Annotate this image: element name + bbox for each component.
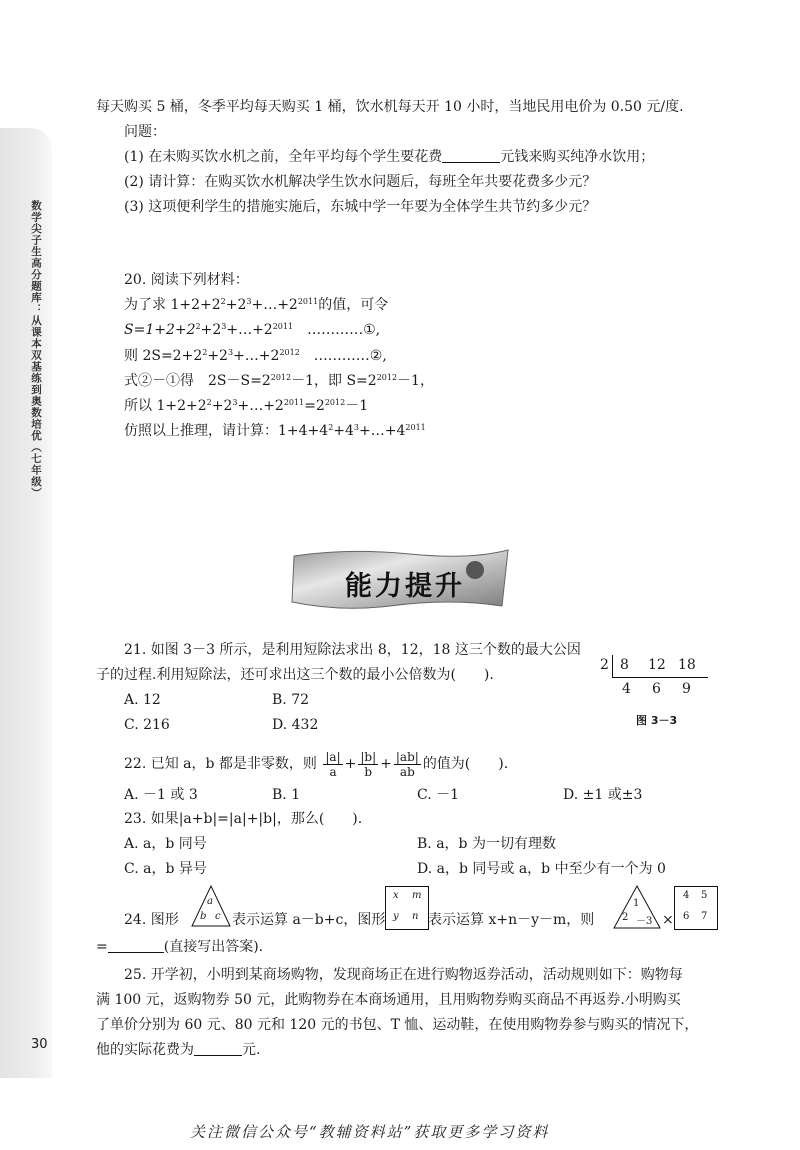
box-bottom-left: 6 [683, 911, 690, 922]
q19-part1-a: (1) 在未购买饮水机之前，全年平均每个学生要花费 [124, 149, 443, 165]
q20-title: 20. 阅读下列材料： [124, 272, 249, 288]
fraction-ab [394, 750, 421, 779]
denominator: ab [399, 764, 415, 779]
text: +…+2 [251, 297, 298, 313]
text: 的值，可令 [318, 297, 389, 313]
triangle-right: c [215, 911, 221, 922]
q24-mid2: 表示运算 x+n－y－m，则 [428, 912, 595, 928]
text: 所以 1+2+2 [124, 398, 207, 414]
q20-line4 [124, 371, 434, 391]
q21-option-c: C. 216 [124, 717, 170, 733]
q25-line2: 满 100 元，返购物券 50 元，此购物券在本商场通用，且用购物券购买商品不再返券.小明购买 [96, 992, 681, 1008]
exponent: 2 [328, 423, 334, 432]
text: S=1+2+2 [124, 322, 196, 338]
q20-line6 [124, 421, 426, 441]
triangle-figure [190, 884, 232, 928]
quotient-3: 9 [682, 681, 691, 697]
text: 为了求 1+2+2 [124, 297, 221, 313]
plus: + [344, 756, 357, 772]
text: +…+2 [233, 348, 280, 364]
box-top-right: m [412, 890, 422, 901]
q22-stem [124, 746, 508, 782]
text: 则 2S=2+2 [124, 348, 203, 364]
times-sign: × [662, 912, 674, 928]
q20-line3 [124, 346, 387, 366]
dividend-1: 8 [620, 657, 629, 673]
triangle-left: 2 [622, 912, 629, 923]
numerator: |ab| [395, 749, 419, 764]
text: +2 [211, 398, 233, 414]
q25-line4 [96, 1040, 260, 1060]
text: －1，即 S=2 [291, 373, 377, 389]
exponent: 2011 [405, 423, 426, 432]
q22-option-a: A. －1 或 3 [124, 787, 198, 803]
q22-option-c: C. －1 [417, 787, 460, 803]
q21-option-b: B. 72 [272, 692, 310, 708]
q20-line2 [124, 320, 380, 340]
exponent: 2011 [283, 398, 305, 407]
q23-option-c: C. a，b 异号 [124, 861, 207, 877]
exponent: 2011 [272, 322, 294, 331]
fraction-b [358, 750, 378, 779]
q21-line1: 21. 如图 3－3 所示，是利用短除法求出 8，12，18 这三个数的最大公因 [124, 642, 581, 658]
q21-option-d: D. 432 [272, 717, 319, 733]
text: －1 [345, 398, 369, 414]
exponent: 3 [227, 348, 234, 357]
text: (直接写出答案). [163, 939, 264, 955]
q24-line2 [96, 937, 263, 957]
dividend-2: 12 [648, 657, 666, 673]
exponent: 2012 [376, 373, 398, 382]
box-figure [385, 886, 429, 930]
q19-part3: (3) 这项便利学生的措施实施后，东城中学一年要为全体学生共节约多少元？ [124, 199, 597, 215]
exponent: 2 [206, 398, 212, 407]
q19-part1 [124, 147, 654, 167]
text: +…+2 [226, 322, 273, 338]
text: +…+2 [237, 398, 284, 414]
text: 的值为( ). [422, 756, 509, 772]
numerator: |b| [360, 749, 377, 764]
divisor: 2 [600, 657, 609, 673]
text: 22. 已知 a，b 都是非零数，则 [124, 756, 317, 772]
text: 他的实际花费为 [96, 1042, 194, 1058]
text: +…+4 [359, 423, 406, 439]
exponent: 3 [246, 297, 252, 306]
text: 式②－①得 2S－S=2 [124, 373, 271, 389]
quotient-1: 4 [622, 681, 631, 697]
box-bottom-right: n [412, 911, 419, 922]
text: 仿照以上推理，请计算：1+4+4 [124, 423, 329, 439]
box-bottom-left: y [393, 911, 399, 922]
division-bar [612, 655, 613, 677]
denominator: b [364, 764, 373, 779]
q24-pre: 24. 图形 [124, 912, 179, 928]
page-number: 30 [31, 1037, 48, 1052]
exponent: 2012 [279, 348, 300, 357]
q19-label: 问题： [124, 124, 166, 140]
box-figure-2 [674, 886, 718, 930]
dividend-3: 18 [678, 657, 696, 673]
division-underline [612, 677, 708, 678]
footer-note: 关注微信公众号“教辅资料站”获取更多学习资料 [190, 1123, 550, 1141]
exponent: 2 [220, 297, 226, 306]
q19-part2: (2) 请计算：在购买饮水机解决学生饮水问题后，每班全年共要花费多少元？ [124, 174, 597, 190]
side-tab [0, 128, 52, 1078]
q19-part1-b: 元钱来购买纯净水饮用； [500, 149, 655, 165]
text: +2 [225, 297, 247, 313]
exponent: 3 [232, 398, 238, 407]
triangle-figure-2 [612, 884, 662, 930]
ball-icon [466, 561, 484, 579]
q23-option-a: A. a，b 同号 [124, 836, 207, 852]
text: +4 [333, 423, 354, 439]
text: +2 [207, 348, 228, 364]
q25-line1: 25. 开学初，小明到某商场购物，发现商场正在进行购物返券活动，活动规则如下：购物每 [124, 967, 683, 983]
text: －1， [397, 373, 434, 389]
text: …………②, [313, 348, 387, 364]
q20-line5 [124, 396, 368, 416]
text: = [96, 939, 108, 955]
exponent: 2 [202, 348, 208, 357]
figure-caption: 图 3－3 [636, 714, 678, 727]
book-title-vertical: 数学尖子生高分题库：从课本双基练到奥数培优（七年级） [30, 200, 42, 499]
exponent: 2 [195, 322, 201, 331]
figure-short-division [600, 655, 710, 705]
text: +2 [200, 322, 222, 338]
section-title: 能力提升 [345, 571, 465, 602]
text: 元. [242, 1042, 261, 1058]
q20-line1 [124, 295, 388, 315]
q22-option-b: B. 1 [272, 787, 301, 803]
triangle-top: a [207, 896, 213, 907]
exponent: 3 [353, 423, 360, 432]
exponent: 2012 [324, 398, 346, 407]
q22-option-d: D. ±1 或±3 [563, 787, 643, 803]
answer-blank [108, 938, 164, 953]
box-bottom-right: 7 [701, 911, 708, 922]
exponent: 2011 [297, 297, 319, 306]
q21-line2: 子的过程.利用短除法，还可求出这三个数的最小公倍数为( ). [96, 667, 494, 683]
text: …………①, [307, 322, 381, 338]
q19-line1: 每天购买 5 桶，冬季平均每天购买 1 桶，饮水机每天开 10 小时，当地民用电价为 0.50 元/度. [96, 99, 684, 115]
box-top-left: x [393, 890, 399, 901]
triangle-left: b [200, 911, 207, 922]
q23-option-d: D. a，b 同号或 a，b 中至少有一个为 0 [417, 861, 666, 877]
exponent: 3 [221, 322, 227, 331]
exponent: 2012 [270, 373, 292, 382]
numerator: |a| [325, 749, 341, 764]
fraction-a [323, 750, 342, 779]
q23-option-b: B. a，b 为一切有理数 [417, 836, 556, 852]
q24-mid1: 表示运算 a－b+c，图形 [232, 912, 386, 928]
q25-line3: 了单价分别为 60 元、80 元和 120 元的书包、T 恤、运动鞋，在使用购物券参与购买的情况下， [96, 1017, 699, 1033]
plus: + [380, 756, 392, 772]
q23-stem: 23. 如果|a+b|=|a|+|b|，那么( ). [124, 811, 363, 827]
quotient-2: 6 [652, 681, 661, 697]
answer-blank [194, 1041, 242, 1056]
answer-blank [442, 148, 500, 163]
box-top-right: 5 [701, 890, 708, 901]
q21-option-a: A. 12 [124, 692, 161, 708]
triangle-right: －3 [636, 916, 653, 927]
text: =2 [304, 398, 325, 414]
box-top-left: 4 [683, 890, 690, 901]
denominator: a [329, 764, 337, 779]
triangle-top: 1 [633, 898, 640, 909]
